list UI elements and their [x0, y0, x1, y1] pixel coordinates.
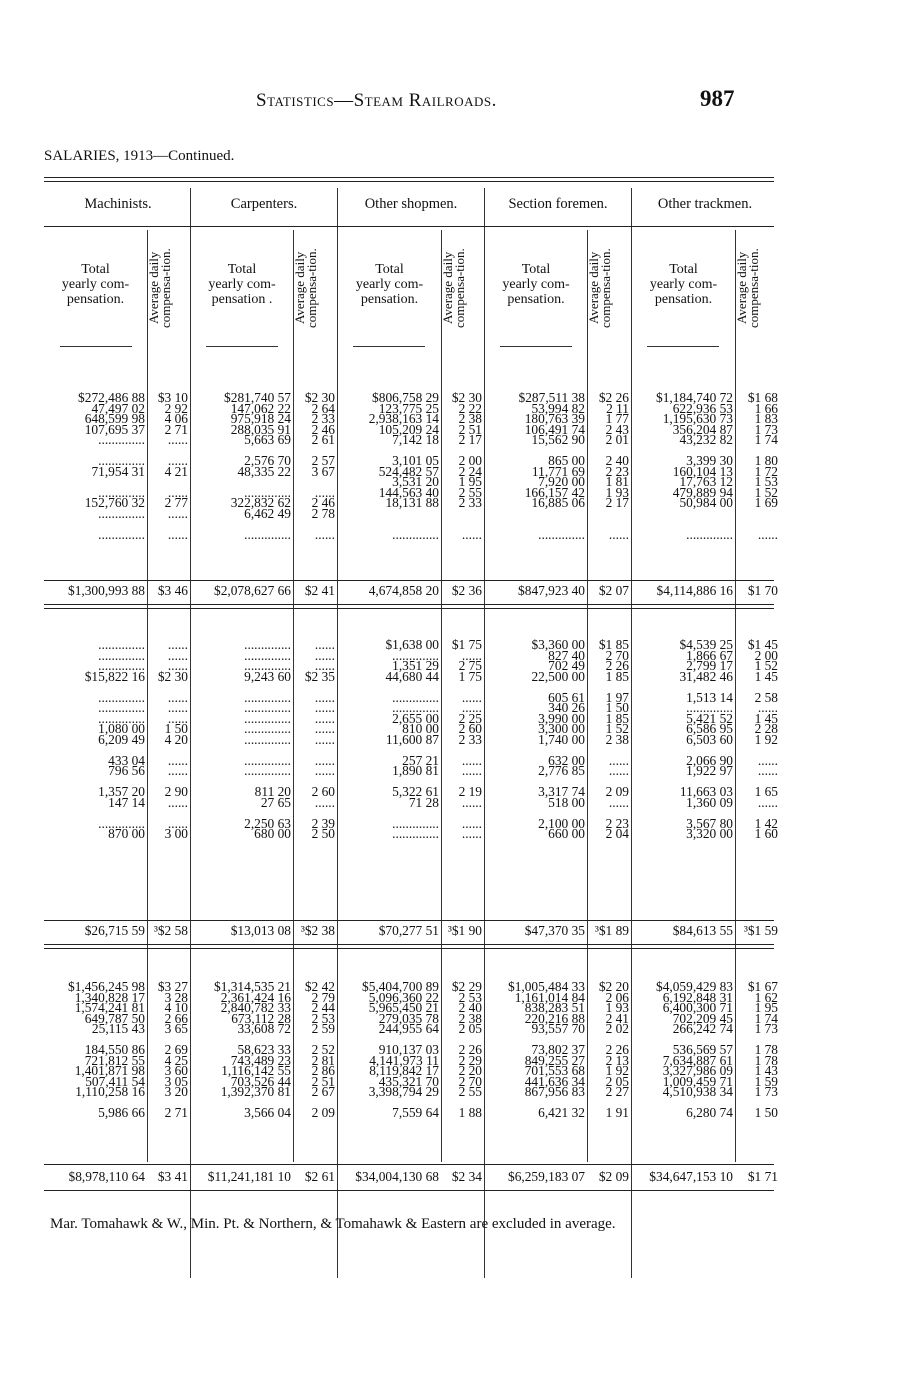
- block2-total: $47,370 35: [524, 923, 585, 938]
- block3-machinists-total: $1,456,245 98 1,340,828 17 1,574,241 81 649,787 50 25,115 43 184,550 86 721,812 55 1,401,871 98 507,411 54 1,110,258 16 5,986 66: [68, 979, 145, 1120]
- group-header-section-foremen: Section foremen.: [508, 196, 608, 212]
- block1-total: $4,114,886 16: [656, 583, 733, 598]
- block3-total: $34,647,153 10: [649, 1169, 733, 1184]
- block3-total: $1 71: [747, 1169, 778, 1184]
- header-tick: [500, 346, 572, 347]
- block2-carpenters-avg: ...... ...... ...... $2 35 ...... ...... ...... ...... ...... ...... ...... 2 60 ...... 2 39 2 50: [304, 637, 335, 841]
- block2-machinists-avg: ...... ...... ...... $2 30 ...... ...... ...... 1 50 4 20 ...... ...... 2 90 ...... ...... 3 00: [157, 637, 188, 841]
- avg-daily-header: Average daily compensa-tion.: [292, 248, 319, 328]
- block1-total: $1 70: [747, 583, 778, 598]
- block3-total: $6,259,183 07: [508, 1169, 585, 1184]
- table-bottom-rule: [44, 1190, 774, 1191]
- block2-total: ³$1 89: [594, 923, 629, 938]
- avg-daily-header: Average daily compensa-tion.: [146, 248, 173, 328]
- block2-total: $84,613 55: [672, 923, 733, 938]
- block2-total: $13,013 08: [230, 923, 291, 938]
- block2-total: ³$1 59: [743, 923, 778, 938]
- top-rule-2: [44, 181, 774, 182]
- avg-daily-header: Average daily compensa-tion.: [734, 248, 761, 328]
- group-header-carpenters: Carpenters.: [230, 196, 298, 212]
- block3-trackmen-total: $4,059,429 83 6,192,848 31 6,400,300 71 702,209 45 266,242 74 536,569 57 7,634,887 61 3,327,986 09 1,009,459 71 4,510,938 34 6,280 74: [656, 979, 733, 1120]
- block1-end-rule: [44, 604, 774, 605]
- block1-machinists-avg: $3 10 2 92 4 06 2 71 ...... ...... 4 21 ...... 2 77 ...... ......: [157, 390, 188, 542]
- header-tick: [647, 346, 719, 347]
- block3-foremen-avg: $2 20 2 06 1 93 2 41 2 02 2 26 2 13 1 92 2 05 2 27 1 91: [598, 979, 629, 1120]
- block2-end-rule-2: [44, 948, 774, 949]
- total-comp-header: Total yearly com- pensation.: [61, 262, 130, 307]
- block1-foremen-total: $287,511 38 53,994 82 180,763 39 106,491 74 15,562 90 865 00 11,771 69 7,920 00 166,157 42 16,885 06 ..............: [518, 390, 585, 542]
- block2-foremen-total: $3,360 00 827 40 702 49 22,500 00 605 61 340 26 3,990 00 3,300 00 1,740 00 632 00 2,776 85 3,317 74 518 00 2,100 00 660 00: [531, 637, 585, 841]
- block1-total: $2 07: [598, 583, 629, 598]
- block1-trackmen-total: $1,184,740 72 622,936 53 1,195,630 73 356,204 87 43,232 82 3,399 30 160,104 13 17,763 12 479,889 94 50,984 00 ..............: [656, 390, 733, 542]
- block3-total: $8,978,110 64: [68, 1169, 145, 1184]
- header-tick: [60, 346, 132, 347]
- total-comp-header: Total yearly com- pensation.: [502, 262, 570, 307]
- block2-trackmen-total: $4,539 25 1,866 67 2,799 17 31,482 46 1,513 14 .............. 5,421 52 6,586 95 6,503 60 2,066 90 1,922 97 11,663 03 1,360 09 3,567 80 3,320 00: [679, 637, 733, 841]
- header-tick: [206, 346, 278, 347]
- block1-end-rule-2: [44, 608, 774, 609]
- total-comp-header: Total yearly com- pensation .: [208, 262, 276, 307]
- block1-carpenters-total: $281,740 57 147,062 22 975,918 24 288,035 91 5,663 69 2,576 70 48,335 22 .............. 322,832 62 6,462 49 ..............: [224, 390, 291, 542]
- group-header-other-shopmen: Other shopmen.: [364, 196, 458, 212]
- group-header-machinists: Machinists.: [84, 196, 152, 212]
- block2-total: ³$1 90: [447, 923, 482, 938]
- block1-shopmen-total: $806,758 29 123,775 25 2,938,163 14 105,209 24 7,142 18 3,101 05 524,482 57 3,531 20 144,563 40 18,131 88 ..............: [368, 390, 439, 542]
- group-header-other-trackmen: Other trackmen.: [657, 196, 753, 212]
- block1-total: $847,923 40: [518, 583, 585, 598]
- block3-total: $34,004,130 68: [355, 1169, 439, 1184]
- block1-total: 4,674,858 20: [368, 583, 439, 598]
- block2-trackmen-avg: $1 45 2 00 1 52 1 45 2 58 ...... 1 45 2 28 1 92 ...... ...... 1 65 ...... 1 42 1 60: [747, 637, 778, 841]
- block1-total-rule: [44, 580, 774, 581]
- header-tick: [353, 346, 425, 347]
- block1-shopmen-avg: $2 30 2 22 2 38 2 51 2 17 2 00 2 24 1 95 2 55 2 33 ......: [451, 390, 482, 542]
- total-comp-header: Total yearly com- pensation.: [355, 262, 424, 307]
- block3-foremen-total: $1,005,484 33 1,161,014 84 838,283 51 220,216 88 93,557 70 73,802 37 849,255 27 701,553 68 441,636 34 867,956 83 6,421 32: [508, 979, 585, 1120]
- block2-total: $26,715 59: [84, 923, 145, 938]
- block2-total: $70,277 51: [378, 923, 439, 938]
- block3-shopmen-avg: $2 29 2 53 2 40 2 38 2 05 2 26 2 29 2 20 2 70 2 55 1 88: [451, 979, 482, 1120]
- total-comp-header: Total yearly com- pensation.: [649, 262, 718, 307]
- block3-carpenters-avg: $2 42 2 79 2 44 2 53 2 59 2 52 2 81 2 86 2 51 2 67 2 09: [304, 979, 335, 1120]
- table-subtitle: SALARIES, 1913—Continued.: [44, 148, 235, 164]
- block2-machinists-total: .............. .............. .............. $15,822 16 .............. .............. .............. 1,080 00 6,209 49 433 04 796 56 1,357 20 147 14 .............. 870 00: [84, 637, 145, 841]
- block2-total-rule: [44, 920, 774, 921]
- block2-total: ³$2 38: [300, 923, 335, 938]
- block3-total-rule: [44, 1164, 774, 1165]
- block3-carpenters-total: $1,314,535 21 2,361,424 16 2,840,782 33 673,112 28 33,608 72 58,623 33 743,489 23 1,116,142 55 703,526 44 1,392,370 81 3,566 04: [214, 979, 291, 1120]
- block2-carpenters-total: .............. .............. .............. 9,243 60 .............. .............. .............. .............. .............. .............. .............. 811 20 27 65 2,250 63 680 00: [244, 637, 291, 841]
- block3-machinists-avg: $3 27 3 28 4 10 2 66 3 65 2 69 4 25 3 60 3 05 3 20 2 71: [157, 979, 188, 1120]
- block1-total: $2,078,627 66: [214, 583, 291, 598]
- block1-total: $2 41: [304, 583, 335, 598]
- block3-shopmen-total: $5,404,700 89 5,096,360 22 5,965,450 21 279,035 78 244,955 64 910,137 03 4,141,973 11 8,119,842 17 435,321 70 3,398,794 29 7,559 64: [362, 979, 439, 1120]
- block3-total: $3 41: [157, 1169, 188, 1184]
- block2-end-rule: [44, 944, 774, 945]
- group-header-rule: [44, 226, 774, 227]
- block3-total: $2 09: [598, 1169, 629, 1184]
- block2-shopmen-avg: $1 75 ...... 2 75 1 75 ...... ...... 2 25 2 60 2 33 ...... ...... 2 19 ...... ...... ......: [451, 637, 482, 841]
- block3-total: $11,241,181 10: [207, 1169, 291, 1184]
- footnote: Mar. Tomahawk & W., Min. Pt. & Northern, & Tomahawk & Eastern are excluded in average.: [50, 1216, 616, 1232]
- block1-carpenters-avg: $2 30 2 64 2 33 2 46 2 61 2 57 3 67 ...... 2 46 2 78 ......: [304, 390, 335, 542]
- block2-total: ³$2 58: [153, 923, 188, 938]
- page-title: Statistics—Steam Railroads.: [256, 90, 497, 111]
- block1-machinists-total: $272,486 88 47,497 02 648,599 98 107,695 37 .............. .............. 71,954 31 .............. 152,760 32 .............. ..............: [78, 390, 145, 542]
- block1-total: $3 46: [157, 583, 188, 598]
- block1-total: $2 36: [451, 583, 482, 598]
- avg-daily-header: Average daily compensa-tion.: [586, 248, 613, 328]
- block3-total: $2 34: [451, 1169, 482, 1184]
- block3-trackmen-avg: $1 67 1 62 1 95 1 74 1 73 1 78 1 78 1 43 1 59 1 73 1 50: [747, 979, 778, 1120]
- avg-daily-header: Average daily compensa-tion.: [440, 248, 467, 328]
- top-rule: [44, 177, 774, 178]
- page-number: 987: [700, 86, 735, 111]
- block1-foremen-avg: $2 26 2 11 1 77 2 43 2 01 2 40 2 23 1 81 1 93 2 17 ......: [598, 390, 629, 542]
- block1-total: $1,300,993 88: [68, 583, 145, 598]
- running-head: [0, 86, 901, 116]
- block2-foremen-avg: $1 85 2 70 2 26 1 85 1 97 1 50 1 85 1 52 2 38 ...... ...... 2 09 ...... 2 23 2 04: [598, 637, 629, 841]
- block2-shopmen-total: $1,638 00 .............. 1,351 29 44,680 44 .............. .............. 2,655 00 810 00 11,600 87 257 21 1,890 81 5,322 61 71 28 .............. ..............: [385, 637, 439, 841]
- block3-total: $2 61: [304, 1169, 335, 1184]
- block1-trackmen-avg: $1 68 1 66 1 83 1 73 1 74 1 80 1 72 1 53 1 52 1 69 ......: [747, 390, 778, 542]
